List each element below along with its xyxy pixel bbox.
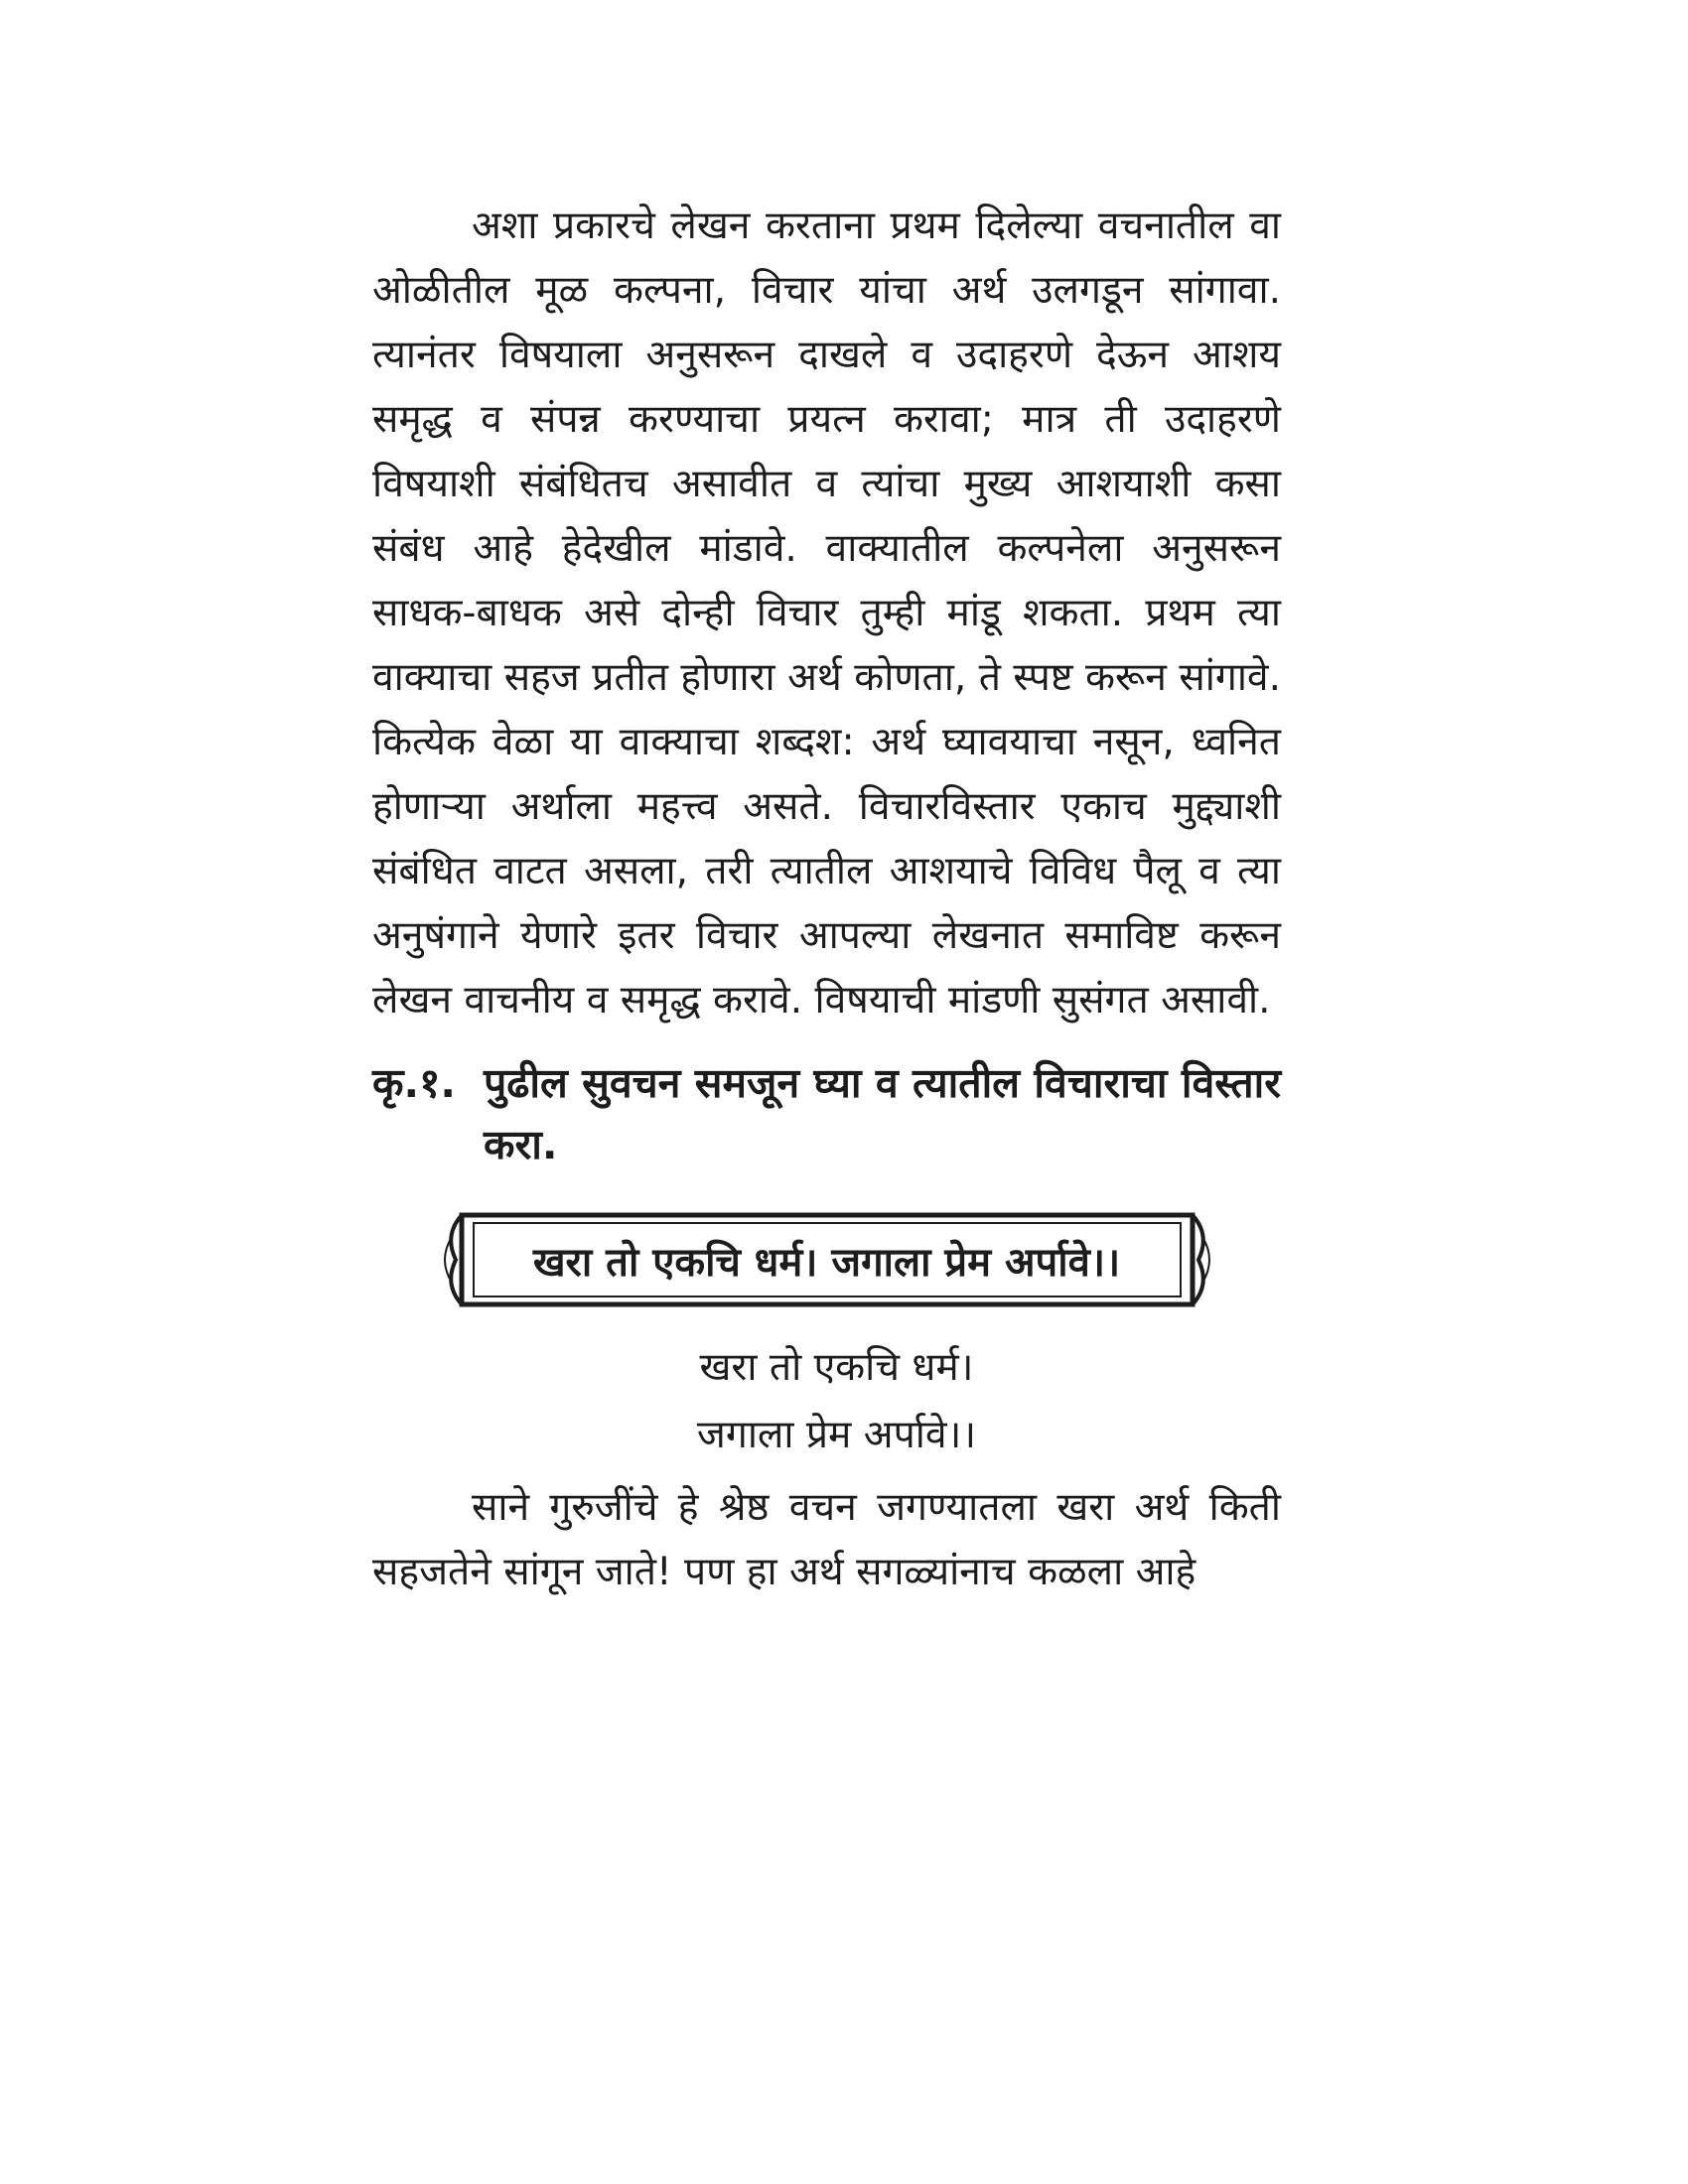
verse-line-1: खरा तो एकचि धर्म। xyxy=(699,1345,974,1390)
closing-paragraph: साने गुरुजींचे हे श्रेष्ठ वचन जगण्यातला खरा अर्थ किती सहजतेने सांगून जाते! पण हा अर्थ सगळ्यांनाच कळला आहे xyxy=(372,1485,1281,1594)
verse-block xyxy=(372,1334,1281,1469)
intro-paragraph: अशा प्रकारचे लेखन करताना प्रथम दिलेल्या वचनातील वा ओळीतील मूळ कल्पना, विचार यांचा अर्थ उलगडून सांगावा. त्यानंतर विषयाला अनुसरून दाखले व उदाहरणे देऊन आशय समृद्ध व संपन्न करण्याचा प्रयत्न करावा; मात्र ती उदाहरणे विषयाशी संबंधितच असावीत व त्यांचा मुख्य आशयाशी कसा संबंध आहे हेदेखील मांडावे. वाक्यातील कल्पनेला अनुसरून साधक-बाधक असे दोन्ही विचार तुम्ही मांडू शकता. प्रथम त्या वाक्याचा सहज प्रतीत होणारा अर्थ कोणता, ते स्पष्ट करून सांगावे. कित्येक वेळा या वाक्याचा शब्दश: अर्थ घ्यावयाचा नसून, ध्वनित होणाऱ्या अर्थाला महत्त्व असते. विचारविस्तार एकाच मुद्द्याशी संबंधित वाटत असला, तरी त्यातील आशयाचे विविध पैलू व त्या अनुषंगाने येणारे इतर विचार आपल्या लेखनात समाविष्ट करून लेखन वाचनीय व समृद्ध करावे. विषयाची मांडणी सुसंगत असावी. xyxy=(372,204,1281,1023)
quote-text: खरा तो एकचि धर्म। जगाला प्रेम अर्पावे।। xyxy=(532,1239,1121,1286)
exercise-heading xyxy=(372,1052,1281,1175)
quote-box xyxy=(440,1205,1214,1314)
exercise-instruction: पुढील सुवचन समजून घ्या व त्यातील विचाराचा विस्तार करा. xyxy=(484,1059,1281,1168)
verse-line-2: जगाला प्रेम अर्पावे।। xyxy=(696,1413,977,1457)
document-page xyxy=(372,194,1281,1604)
exercise-number: कृ.१. xyxy=(372,1059,456,1107)
